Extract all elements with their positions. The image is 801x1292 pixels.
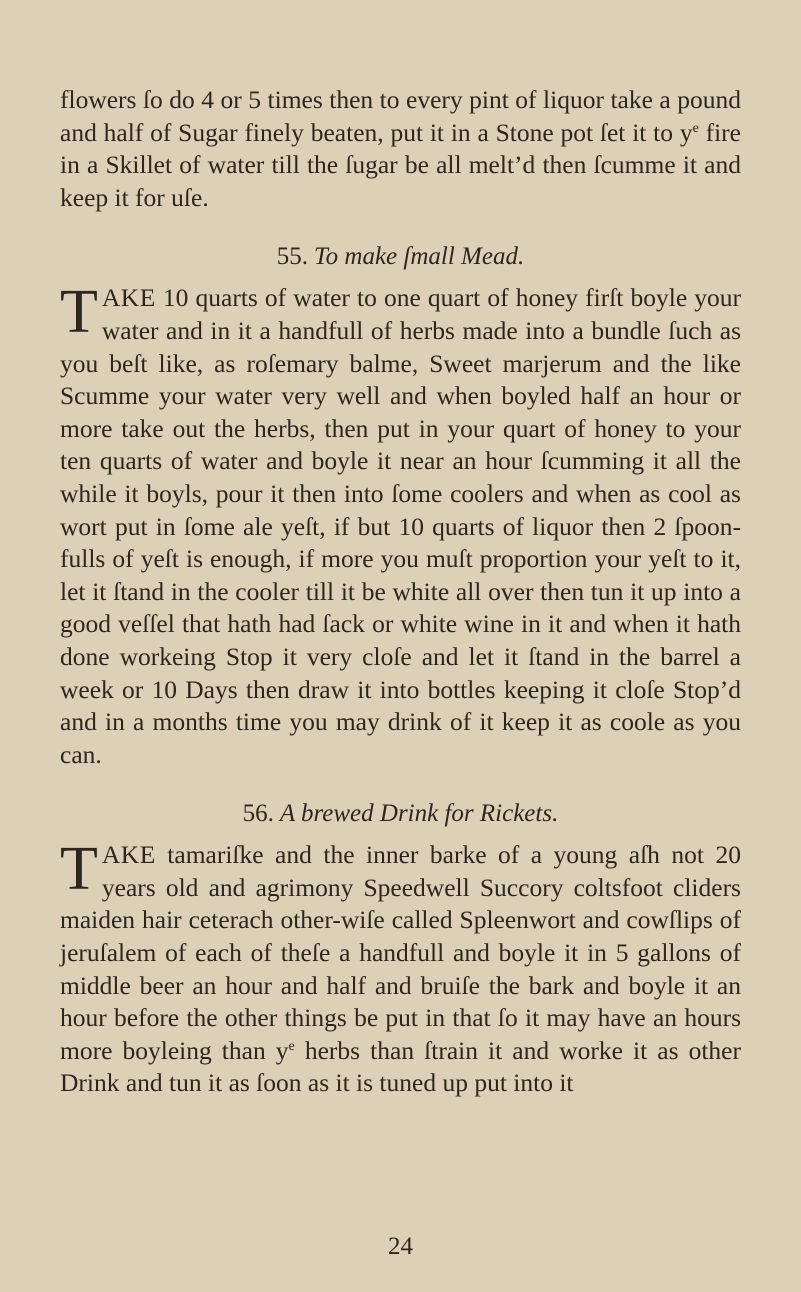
recipe-55-body [60,278,741,771]
intro-text-part-1: flowers ſo do 4 or 5 times then to every pint of liquor take a pound and half of Sugar finely beaten, put it in a Stone pot ſet it to y [60,85,741,147]
recipe-55-heading [60,242,741,272]
recipe-55-dropcap: T [60,278,98,347]
recipe-56-body [60,835,741,1100]
recipe-56-text-part-2: herbs than ſtrain it and worke it as other Drink and tun it as ſoon as it is tuned up put into it [60,1035,741,1098]
recipe-56-dropcap: T [60,835,98,904]
page-number: 24 [388,1233,413,1260]
recipe-56-text-part-1: tamariſke and the inner barke of a young aſh not 20 years old and agrimony Speedwell Succory coltsfoot cliders maiden hair ceterach other-wiſe called Spleenwort and cowſlips of jeruſalem of each of theſe a handfull and boyle it in 5 gallons of middle beer an hour and half and bruiſe the bark and boyle it an hour before the other things be put in that ſo it may have an hours more boyleing than y [60,840,741,1065]
intro-text-part-2: fire in a Skillet of water till the ſugar be all melt’d then ſcumme it and keep it for uſe. [60,117,741,212]
recipe-55-text: 10 quarts of water to one quart of honey firſt boyle your water and in it a handfull of herbs made into a bundle ſuch as you beſt like, as roſemary balme, Sweet marjerum and the like Scumme your water very well and when boyled half an hour or more take out the herbs, then put in your quart of honey to your ten quarts of water and boyle it near an hour ſcumming it all the while it boyls, pour it then into ſome coolers and when as cool as wort put in ſome ale yeſt, if but 10 quarts of liquor then 2 ſpoon-fulls of yeſt is enough, if more you muſt proportion your yeſt to it, let it ſtand in the cooler till it be white all over then tun it up into a good veſſel that hath had ſack or white wine in it and when it hath done workeing Stop it very cloſe and let it ſtand in the barrel a week or 10 Days then draw it into bottles keeping it cloſe Stop’d and in a months time you may drink of it keep it as coole as you can. [60,283,741,769]
continued-paragraph [60,84,741,214]
recipe-55-title: To make ſmall Mead. [314,243,525,271]
recipe-56-opening: AKE [101,840,156,870]
superscript-e: e [288,1038,295,1054]
recipe-56-title: A brewed Drink for Rickets. [279,800,559,828]
recipe-55-number: 55. [276,243,309,271]
superscript-e: e [692,120,699,136]
recipe-56-heading [60,799,741,829]
recipe-56-number: 56. [242,800,274,828]
recipe-55-opening: AKE [101,283,156,313]
